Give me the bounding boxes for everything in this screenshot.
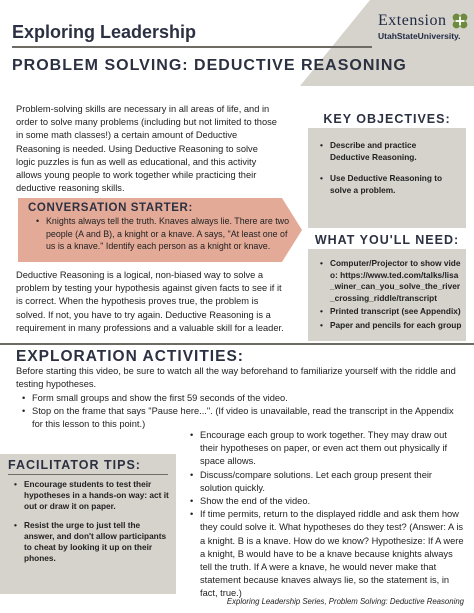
key-objective-item: • Use Deductive Reasoning to solve a problem. [320, 173, 458, 196]
deductive-reasoning-paragraph: Deductive Reasoning is a logical, non-biased way to solve a problem by testing your hypothesis against given facts to see if it is correct. When the hypothesis proves true, the problem is solved. If not, you have to try again. Deductive Reasoning is a requirement in many professions and a valuable skill for a leader. [16, 270, 284, 333]
logo-usu-text: UtahStateUniversity. [378, 31, 461, 41]
facilitator-tips-divider [8, 474, 168, 475]
conversation-starter-box [18, 198, 302, 262]
exploration-divider [0, 343, 474, 345]
facilitator-tips-box [0, 454, 176, 594]
conversation-starter-title: CONVERSATION STARTER: [28, 202, 193, 214]
facilitator-tip-item: • Resist the urge to just tell the answer, and don't allow participants to cheat by looking it up on their phones. [14, 520, 170, 564]
key-objective-item: • Describe and practice Deductive Reasoning. [320, 140, 458, 163]
exploration-step-item: • Show the end of the video. [190, 495, 464, 508]
what-you-need-title: WHAT YOU'LL NEED: [314, 233, 460, 247]
page-subtitle: PROBLEM SOLVING: DEDUCTIVE REASONING [12, 57, 407, 74]
key-objectives-list [320, 140, 458, 196]
header [0, 0, 474, 86]
conversation-starter-list [36, 215, 298, 253]
page-title: Exploring Leadership [12, 22, 197, 42]
what-you-need-item: • Computer/Projector to show video: https://www.ted.com/talks/lisa_winer_can_you_solve_the_river_crossing_riddle/transcript [320, 258, 462, 304]
exploration-title: EXPLORATION ACTIVITIES: [16, 348, 244, 365]
exploration-list [22, 392, 462, 432]
header-divider [12, 46, 372, 48]
conversation-starter-item: • Knights always tell the truth. Knaves always lie. There are two people (A and B), a knight or a knave. A says, "At least one of us is a knave." Identify each person as a knight or knave. [36, 215, 298, 253]
facilitator-tips-list [14, 479, 170, 572]
facilitator-tips-title: FACILITATOR TIPS: [8, 458, 141, 472]
exploration-step-item: • Discuss/compare solutions. Let each group present their solution quickly. [190, 469, 464, 495]
exploration-item: • Stop on the frame that says "Pause here...". (If video is unavailable, read the transcript in the Appendix for this lesson to this point.) [22, 405, 462, 431]
four-h-clover-icon [451, 12, 469, 30]
what-you-need-list [320, 258, 462, 332]
key-objectives-title: KEY OBJECTIVES: [323, 112, 451, 126]
logo-extension-text: Extension [378, 12, 447, 29]
key-objectives-box [308, 128, 466, 228]
exploration-step-item: • Encourage each group to work together. They may draw out their hypotheses on paper, or even act them out physically if space allows. [190, 429, 464, 469]
what-you-need-item: • Paper and pencils for each group [320, 320, 462, 332]
exploration-intro: Before starting this video, be sure to watch all the way beforehand to familiarize yourself with the riddle and testing hypotheses. [16, 366, 456, 390]
footer-series-label: Exploring Leadership Series, Problem Solving: Deductive Reasoning [226, 597, 464, 606]
exploration-step-item: • If time permits, return to the displayed riddle and ask them how they could solve it. What hypotheses do they test? (Answer: A is a knight. B is a knave. How do we know? Hypothesize: If A were a knight, B would have to be a knave because knights always tell the truth. If A were a knave, he would never make that statement because knaves always lie, so the statement is, in fact, true.) [190, 508, 464, 600]
intro-paragraph: Problem-solving skills are necessary in all areas of life, and in order to solve many problems (including but not limited to those in some math classes!) a certain amount of Deductive Reasoning is needed. Using Deductive Reasoning to solve logic puzzles is fun as well as educational, and this activity allows young people to work together while practicing their deductive reasoning skills. [16, 104, 277, 194]
what-you-need-item: • Printed transcript (see Appendix) [320, 306, 462, 318]
extension-logo [378, 12, 470, 41]
what-you-need-box [308, 249, 466, 341]
facilitator-tip-item: • Encourage students to test their hypotheses in a hands-on way: act it out or draw it on paper. [14, 479, 170, 512]
exploration-item: • Form small groups and show the first 59 seconds of the video. [22, 392, 462, 405]
exploration-steps-list [190, 429, 464, 601]
